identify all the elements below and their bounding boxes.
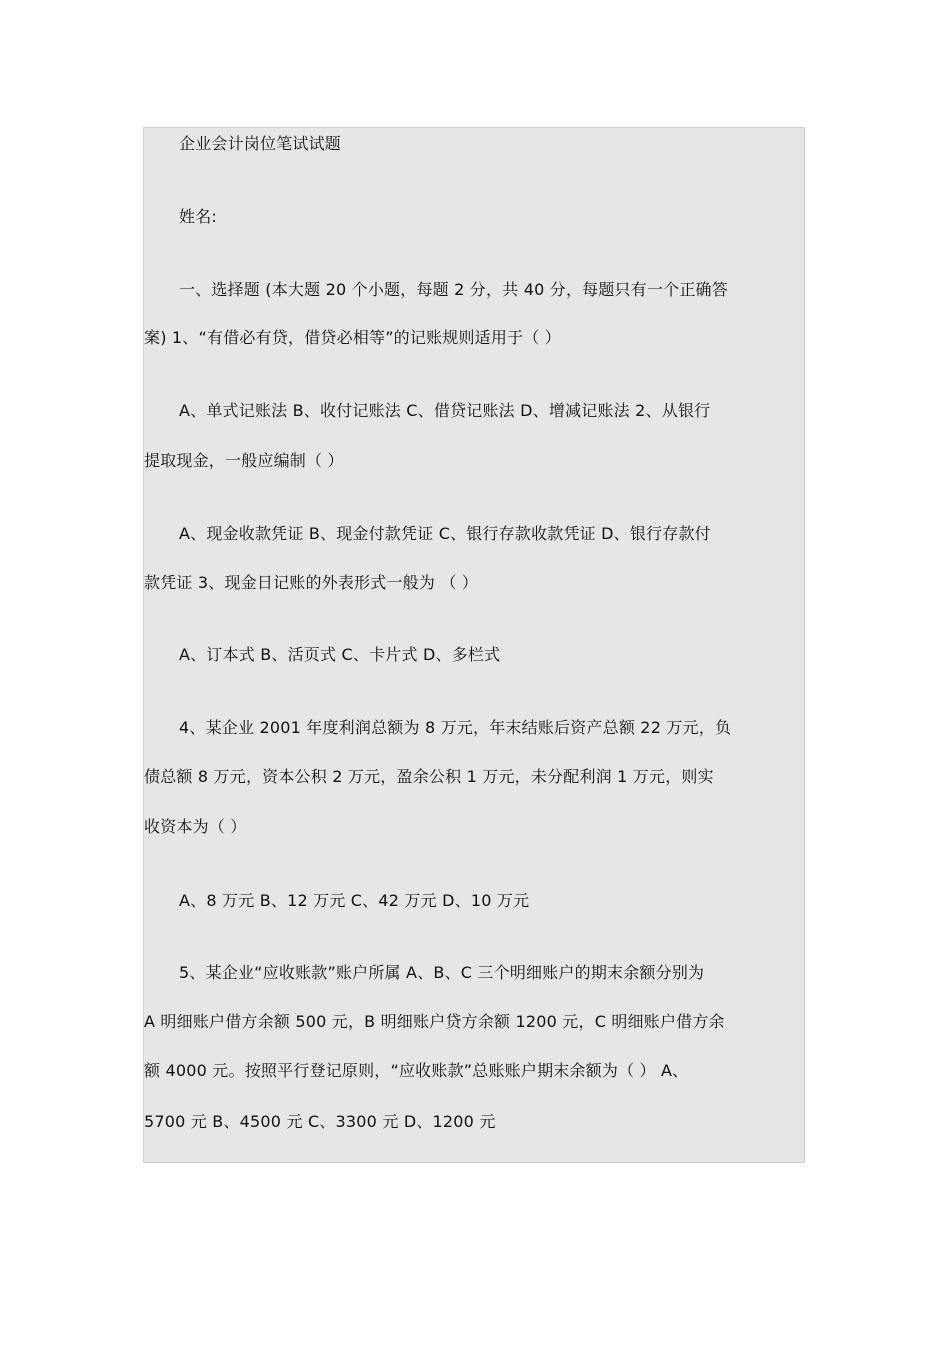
question-3-options: A、订本式 B、活页式 C、卡片式 D、多栏式 (179, 645, 501, 664)
question-5-stem-line-2: A 明细账户借方余额 500 元，B 明细账户贷方余额 1200 元，C 明细账户借方余 (144, 1012, 725, 1031)
question-2-stem: 提取现金，一般应编制（ ） (144, 451, 344, 470)
question-4-stem-line-3: 收资本为（ ） (144, 817, 247, 836)
question-3-stem: 款凭证 3、现金日记账的外表形式一般为 （ ） (144, 573, 479, 592)
question-1-stem: 案) 1、“有借必有贷，借贷必相等”的记账规则适用于（ ） (144, 328, 561, 347)
document-title: 企业会计岗位笔试试题 (179, 134, 342, 153)
question-4-stem-line-2: 债总额 8 万元，资本公积 2 万元，盈余公积 1 万元，未分配利润 1 万元，则实 (144, 767, 714, 786)
section-heading: 一、选择题 (本大题 20 个小题，每题 2 分，共 40 分，每题只有一个正确答 (179, 280, 728, 299)
question-5-stem-line-1: 5、某企业“应收账款”账户所属 A、B、C 三个明细账户的期末余额分别为 (179, 963, 705, 982)
question-4-options: A、8 万元 B、12 万元 C、42 万元 D、10 万元 (179, 891, 530, 910)
question-1-options: A、单式记账法 B、收付记账法 C、借贷记账法 D、增减记账法 2、从银行 (179, 401, 711, 420)
question-5-stem-line-3: 额 4000 元。按照平行登记原则，“应收账款”总账账户期末余额为（ ） A、 (144, 1061, 689, 1080)
document-panel (143, 127, 805, 1163)
question-5-options: 5700 元 B、4500 元 C、3300 元 D、1200 元 (144, 1112, 496, 1131)
name-field-label: 姓名: (179, 207, 217, 226)
question-2-options: A、现金收款凭证 B、现金付款凭证 C、银行存款收款凭证 D、银行存款付 (179, 524, 711, 543)
question-4-stem-line-1: 4、某企业 2001 年度利润总额为 8 万元，年末结账后资产总额 22 万元，负 (179, 718, 732, 737)
